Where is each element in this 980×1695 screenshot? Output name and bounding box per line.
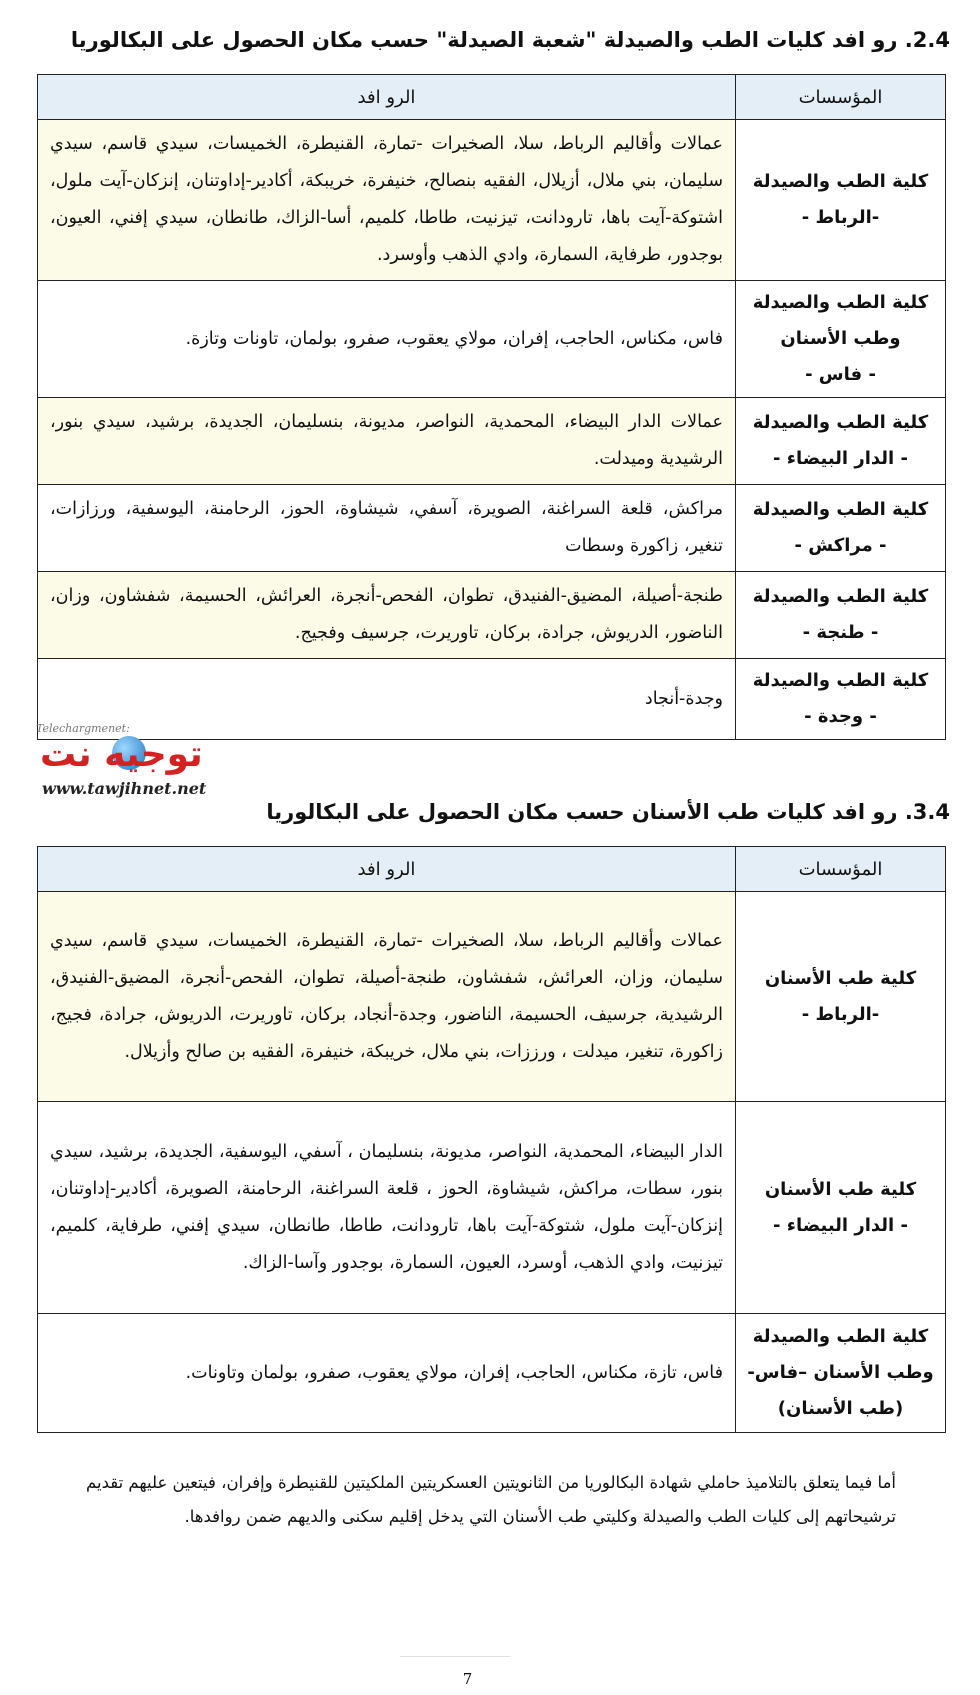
pharmacy-feeds-table [37, 74, 946, 740]
institution-city: - وجدة - [804, 706, 877, 727]
table-row [38, 485, 946, 572]
institution-city: - طنجة - [802, 622, 879, 643]
institution-cell [736, 572, 946, 659]
watermark-url: www.tawjihnet.net [42, 779, 207, 798]
table-row [38, 120, 946, 281]
military-schools-note: أما فيما يتعلق بالتلاميذ حاملي شهادة البكالوريا من الثانويتين العسكريتين الملكيتين للقنيطرة وإفران، فيتعين عليهم تقديم ترشيحاتهم إلى كليات الطب والصيدلة وكليتي طب الأسنان التي يدخل إقليم سكنى والديهم ضمن روافدها. [86, 1473, 896, 1526]
institution-name: كلية طب الأسنان [764, 967, 917, 989]
feeds-cell: عمالات وأقاليم الرباط، سلا، الصخيرات -تمارة، القنيطرة، الخميسات، سيدي قاسم، سيدي سليمان، بني ملال، أزيلال، الفقيه بنصالح، خنيفرة، خريبكة، أكادير-إداوتنان، إنزكان-آيت ملول، اشتوكة-آيت باها، تارودانت، تيزنيت، طاطا، كلميم، أسا-الزاك، طانطان، سيدي إفني، العيون، بوجدور، طرفاية، السمارة، وادي الذهب وأوسرد. [38, 120, 736, 281]
institution-name: كلية الطب والصيدلة [752, 1326, 929, 1347]
institution-cell [736, 281, 946, 398]
table-row [38, 572, 946, 659]
table-row [38, 1102, 946, 1314]
section-title-pharmacy: 2.4. رو افد كليات الطب والصيدلة "شعبة الصيدلة" حسب مكان الحصول على البكالوريا [70, 28, 950, 52]
institution-name: كلية طب الأسنان [764, 1178, 917, 1200]
watermark-caption: Telechargmenet: [36, 722, 130, 735]
institution-city: -الرباط - [801, 207, 880, 228]
feeds-cell: الدار البيضاء، المحمدية، النواصر، مديونة، بنسليمان ، آسفي، اليوسفية، الجديدة، برشيد، سيدي بنور، سطات، مراكش، شيشاوة، الحوز ، قلعة السراغنة، الرحامنة، الصويرة، أكادير-إداوتنان، إنزكان-آيت ملول، شتوكة-آيت باها، تارودانت، طاطا، طانطان، سيدي إفني، طرفاية، كلميم، تيزنيت، وادي الذهب، أوسرد، العيون، السمارة، بوجدور وآسا-الزاك. [38, 1102, 736, 1314]
feeds-cell: مراكش، قلعة السراغنة، الصويرة، آسفي، شيشاوة، الحوز، الرحامنة، اليوسفية، ورزازات، تنغير، زاكورة وسطات [38, 485, 736, 572]
institution-city: - الدار البيضاء - [773, 1214, 908, 1236]
header-institutions: المؤسسات [736, 75, 946, 120]
section-title-dentistry: 3.4. رو افد كليات طب الأسنان حسب مكان الحصول على البكالوريا [266, 800, 950, 824]
institution-cell [736, 120, 946, 281]
institution-cell [736, 892, 946, 1102]
institution-name: كلية الطب والصيدلة [752, 670, 929, 691]
page-number: 7 [462, 1670, 473, 1688]
page-divider [400, 1656, 510, 1657]
feeds-cell: طنجة-أصيلة، المضيق-الفنيدق، تطوان، الفحص-أنجرة، العرائش، الحسيمة، شفشاون، وزان، الناضور، الدريوش، جرادة، بركان، تاوريرت، جرسيف وفجيج. [38, 572, 736, 659]
institution-name: كلية الطب والصيدلة [752, 499, 929, 520]
institution-cell [736, 659, 946, 740]
institution-city: -الرباط - [801, 1003, 880, 1025]
institution-cell [736, 398, 946, 485]
institution-name-line2: وطب الأسنان –فاس- [747, 1362, 934, 1383]
institution-city: - مراكش - [794, 535, 887, 556]
institution-name: كلية الطب والصيدلة [752, 586, 929, 607]
institution-name-line2: وطب الأسنان [780, 328, 901, 349]
feeds-cell: فاس، مكناس، الحاجب، إفران، مولاي يعقوب، صفرو، بولمان، تاونات وتازة. [38, 281, 736, 398]
institution-city: - الدار البيضاء - [773, 448, 908, 469]
header-feeds: الرو افد [38, 847, 736, 892]
watermark [34, 722, 214, 802]
feeds-cell: وجدة-أنجاد [38, 659, 736, 740]
institution-cell [736, 1102, 946, 1314]
feeds-cell: عمالات الدار البيضاء، المحمدية، النواصر، مديونة، بنسليمان، الجديدة، برشيد، سيدي بنور، الرشيدية وميدلت. [38, 398, 736, 485]
table-row [38, 281, 946, 398]
watermark-logo: توجيه نت [40, 734, 203, 775]
table-row [38, 892, 946, 1102]
header-institutions: المؤسسات [736, 847, 946, 892]
dentistry-feeds-table [37, 846, 946, 1433]
table-row [38, 1314, 946, 1433]
institution-city: - فاس - [805, 364, 876, 385]
table-row [38, 398, 946, 485]
feeds-cell: عمالات وأقاليم الرباط، سلا، الصخيرات -تمارة، القنيطرة، الخميسات، سيدي قاسم، سيدي سليمان، وزان، العرائش، شفشاون، طنجة-أصيلة، تطوان، الفحص-أنجرة، المضيق-الفنيدق، الرشيدية، جرسيف، الحسيمة، الناضور، وجدة-أنجاد، بركان، تاوريرت، الدريوش، جرادة، فجيج، زاكورة، تنغير، ميدلت ، ورززات، بني ملال، خريبكة، خنيفرة، الفقيه بن صالح وأزيلال. [38, 892, 736, 1102]
institution-cell [736, 1314, 946, 1433]
institution-specialty: (طب الأسنان) [777, 1398, 904, 1419]
feeds-cell: فاس، تازة، مكناس، الحاجب، إفران، مولاي يعقوب، صفرو، بولمان وتاونات. [38, 1314, 736, 1433]
institution-name: كلية الطب والصيدلة [752, 412, 929, 433]
institution-cell [736, 485, 946, 572]
header-feeds: الرو افد [38, 75, 736, 120]
institution-name: كلية الطب والصيدلة [752, 171, 929, 192]
institution-name: كلية الطب والصيدلة [752, 292, 929, 313]
